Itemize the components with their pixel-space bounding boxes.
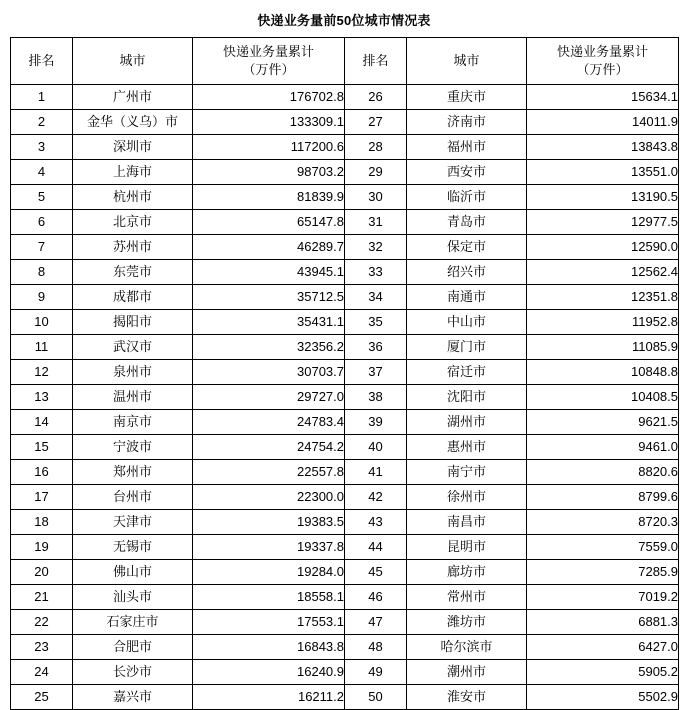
table-row [11,460,679,485]
cell-rank-left: 11 [11,335,73,360]
cell-rank-right: 35 [345,310,407,335]
cell-rank-right: 33 [345,260,407,285]
cell-city-left: 苏州市 [73,235,193,260]
cell-volume-left: 19284.0 [193,560,345,585]
table-row [11,685,679,710]
cell-rank-right: 46 [345,585,407,610]
column-header-volume-left-line2: （万件） [242,62,295,77]
cell-volume-left: 18558.1 [193,585,345,610]
cell-city-left: 北京市 [73,210,193,235]
cell-volume-left: 16211.2 [193,685,345,710]
cell-city-right: 宿迁市 [407,360,527,385]
table-row [11,185,679,210]
table-row [11,560,679,585]
cell-city-right: 昆明市 [407,535,527,560]
cell-rank-left: 22 [11,610,73,635]
cell-city-left: 广州市 [73,85,193,110]
cell-city-right: 西安市 [407,160,527,185]
column-header-volume-left [193,38,345,85]
cell-volume-left: 65147.8 [193,210,345,235]
cell-city-right: 重庆市 [407,85,527,110]
cell-city-left: 温州市 [73,385,193,410]
cell-rank-right: 32 [345,235,407,260]
cell-city-right: 淮安市 [407,685,527,710]
cell-city-right: 哈尔滨市 [407,635,527,660]
cell-volume-left: 22300.0 [193,485,345,510]
cell-rank-right: 40 [345,435,407,460]
cell-city-right: 潍坊市 [407,610,527,635]
table-row [11,535,679,560]
cell-rank-left: 20 [11,560,73,585]
cell-volume-left: 32356.2 [193,335,345,360]
cell-city-right: 临沂市 [407,185,527,210]
table-row [11,110,679,135]
cell-volume-right: 13843.8 [527,135,679,160]
cell-city-left: 佛山市 [73,560,193,585]
cell-city-left: 东莞市 [73,260,193,285]
table-row [11,635,679,660]
cell-volume-right: 5905.2 [527,660,679,685]
column-header-volume-right [527,38,679,85]
cell-city-left: 合肥市 [73,635,193,660]
cell-rank-right: 36 [345,335,407,360]
table-row [11,610,679,635]
cell-rank-left: 4 [11,160,73,185]
cell-city-left: 石家庄市 [73,610,193,635]
cell-rank-right: 45 [345,560,407,585]
cell-volume-right: 15634.1 [527,85,679,110]
table-row [11,410,679,435]
cell-volume-right: 12977.5 [527,210,679,235]
cell-volume-left: 43945.1 [193,260,345,285]
cell-rank-left: 15 [11,435,73,460]
cell-volume-right: 8799.6 [527,485,679,510]
cell-volume-left: 17553.1 [193,610,345,635]
cell-rank-left: 1 [11,85,73,110]
cell-city-left: 武汉市 [73,335,193,360]
table-row [11,385,679,410]
cell-rank-left: 2 [11,110,73,135]
cell-city-left: 成都市 [73,285,193,310]
cell-volume-left: 29727.0 [193,385,345,410]
cell-city-left: 金华（义乌）市 [73,110,193,135]
cell-rank-left: 19 [11,535,73,560]
column-header-city-right: 城市 [407,38,527,85]
cell-volume-right: 11085.9 [527,335,679,360]
cell-city-right: 沈阳市 [407,385,527,410]
cell-volume-right: 5502.9 [527,685,679,710]
cell-city-left: 台州市 [73,485,193,510]
table-header-row [11,38,679,85]
cell-rank-right: 31 [345,210,407,235]
cell-rank-left: 14 [11,410,73,435]
table-header [11,38,679,85]
cell-city-left: 杭州市 [73,185,193,210]
cell-volume-right: 8720.3 [527,510,679,535]
cell-rank-left: 17 [11,485,73,510]
cell-volume-right: 9621.5 [527,410,679,435]
table-row [11,660,679,685]
cell-rank-right: 37 [345,360,407,385]
column-header-volume-left-line1: 快递业务量累计 [222,44,314,60]
column-header-rank-right: 排名 [345,38,407,85]
cell-city-left: 泉州市 [73,360,193,385]
table-row [11,285,679,310]
table-row [11,335,679,360]
page-title: 快递业务量前50位城市情况表 [257,13,431,28]
cell-city-right: 南通市 [407,285,527,310]
cell-rank-left: 6 [11,210,73,235]
cell-volume-right: 12562.4 [527,260,679,285]
cell-volume-left: 35712.5 [193,285,345,310]
cell-rank-right: 39 [345,410,407,435]
cell-rank-left: 16 [11,460,73,485]
column-header-city-left: 城市 [73,38,193,85]
cell-volume-left: 133309.1 [193,110,345,135]
cell-rank-left: 18 [11,510,73,535]
table-row [11,310,679,335]
cell-volume-left: 22557.8 [193,460,345,485]
cell-rank-left: 13 [11,385,73,410]
cell-volume-left: 30703.7 [193,360,345,385]
cell-city-right: 中山市 [407,310,527,335]
cell-city-left: 深圳市 [73,135,193,160]
cell-volume-left: 35431.1 [193,310,345,335]
cell-volume-right: 13551.0 [527,160,679,185]
cell-city-left: 郑州市 [73,460,193,485]
cell-rank-right: 50 [345,685,407,710]
column-header-rank-left: 排名 [11,38,73,85]
cell-city-left: 上海市 [73,160,193,185]
cell-city-right: 惠州市 [407,435,527,460]
cell-volume-left: 24783.4 [193,410,345,435]
table-row [11,485,679,510]
cell-volume-right: 7019.2 [527,585,679,610]
cell-volume-left: 117200.6 [193,135,345,160]
cell-volume-left: 19383.5 [193,510,345,535]
cell-rank-right: 42 [345,485,407,510]
cell-volume-right: 10408.5 [527,385,679,410]
cell-city-right: 济南市 [407,110,527,135]
cell-rank-left: 24 [11,660,73,685]
cell-volume-right: 12351.8 [527,285,679,310]
cell-city-left: 揭阳市 [73,310,193,335]
column-header-volume-right-line2: （万件） [576,62,629,77]
table-row [11,135,679,160]
cell-rank-right: 49 [345,660,407,685]
cell-city-left: 天津市 [73,510,193,535]
city-volume-table [10,37,679,710]
cell-volume-left: 16240.9 [193,660,345,685]
cell-city-right: 福州市 [407,135,527,160]
cell-volume-right: 10848.8 [527,360,679,385]
column-header-volume-right-line1: 快递业务量累计 [556,44,648,60]
cell-city-right: 湖州市 [407,410,527,435]
table-row [11,435,679,460]
cell-volume-left: 19337.8 [193,535,345,560]
cell-city-right: 南昌市 [407,510,527,535]
cell-city-right: 南宁市 [407,460,527,485]
cell-volume-right: 7559.0 [527,535,679,560]
cell-rank-left: 21 [11,585,73,610]
cell-city-right: 常州市 [407,585,527,610]
cell-city-right: 廊坊市 [407,560,527,585]
table-row [11,160,679,185]
cell-rank-right: 28 [345,135,407,160]
cell-city-left: 嘉兴市 [73,685,193,710]
cell-volume-right: 14011.9 [527,110,679,135]
cell-rank-left: 25 [11,685,73,710]
cell-rank-left: 9 [11,285,73,310]
cell-volume-right: 9461.0 [527,435,679,460]
cell-volume-left: 24754.2 [193,435,345,460]
table-row [11,585,679,610]
table-row [11,510,679,535]
table-row [11,235,679,260]
cell-rank-right: 27 [345,110,407,135]
table-row [11,260,679,285]
cell-city-left: 汕头市 [73,585,193,610]
cell-rank-right: 30 [345,185,407,210]
cell-rank-left: 7 [11,235,73,260]
cell-volume-right: 6881.3 [527,610,679,635]
cell-volume-left: 46289.7 [193,235,345,260]
cell-volume-right: 11952.8 [527,310,679,335]
cell-volume-left: 176702.8 [193,85,345,110]
cell-volume-left: 81839.9 [193,185,345,210]
cell-city-left: 长沙市 [73,660,193,685]
cell-rank-left: 5 [11,185,73,210]
cell-city-right: 青岛市 [407,210,527,235]
cell-city-right: 绍兴市 [407,260,527,285]
cell-rank-right: 48 [345,635,407,660]
cell-city-left: 南京市 [73,410,193,435]
cell-city-left: 宁波市 [73,435,193,460]
cell-city-right: 保定市 [407,235,527,260]
cell-city-right: 厦门市 [407,335,527,360]
cell-rank-left: 10 [11,310,73,335]
table-row [11,360,679,385]
cell-rank-left: 8 [11,260,73,285]
cell-rank-right: 44 [345,535,407,560]
table-body [11,85,679,710]
cell-rank-left: 3 [11,135,73,160]
cell-rank-left: 23 [11,635,73,660]
cell-rank-right: 41 [345,460,407,485]
cell-volume-right: 6427.0 [527,635,679,660]
cell-volume-right: 12590.0 [527,235,679,260]
table-row [11,210,679,235]
cell-volume-left: 16843.8 [193,635,345,660]
cell-volume-left: 98703.2 [193,160,345,185]
cell-rank-right: 43 [345,510,407,535]
cell-rank-right: 26 [345,85,407,110]
cell-volume-right: 7285.9 [527,560,679,585]
cell-rank-right: 29 [345,160,407,185]
cell-rank-right: 47 [345,610,407,635]
cell-rank-left: 12 [11,360,73,385]
cell-city-right: 潮州市 [407,660,527,685]
cell-volume-right: 13190.5 [527,185,679,210]
cell-city-right: 徐州市 [407,485,527,510]
cell-rank-right: 38 [345,385,407,410]
table-row [11,85,679,110]
cell-rank-right: 34 [345,285,407,310]
cell-volume-right: 8820.6 [527,460,679,485]
cell-city-left: 无锡市 [73,535,193,560]
